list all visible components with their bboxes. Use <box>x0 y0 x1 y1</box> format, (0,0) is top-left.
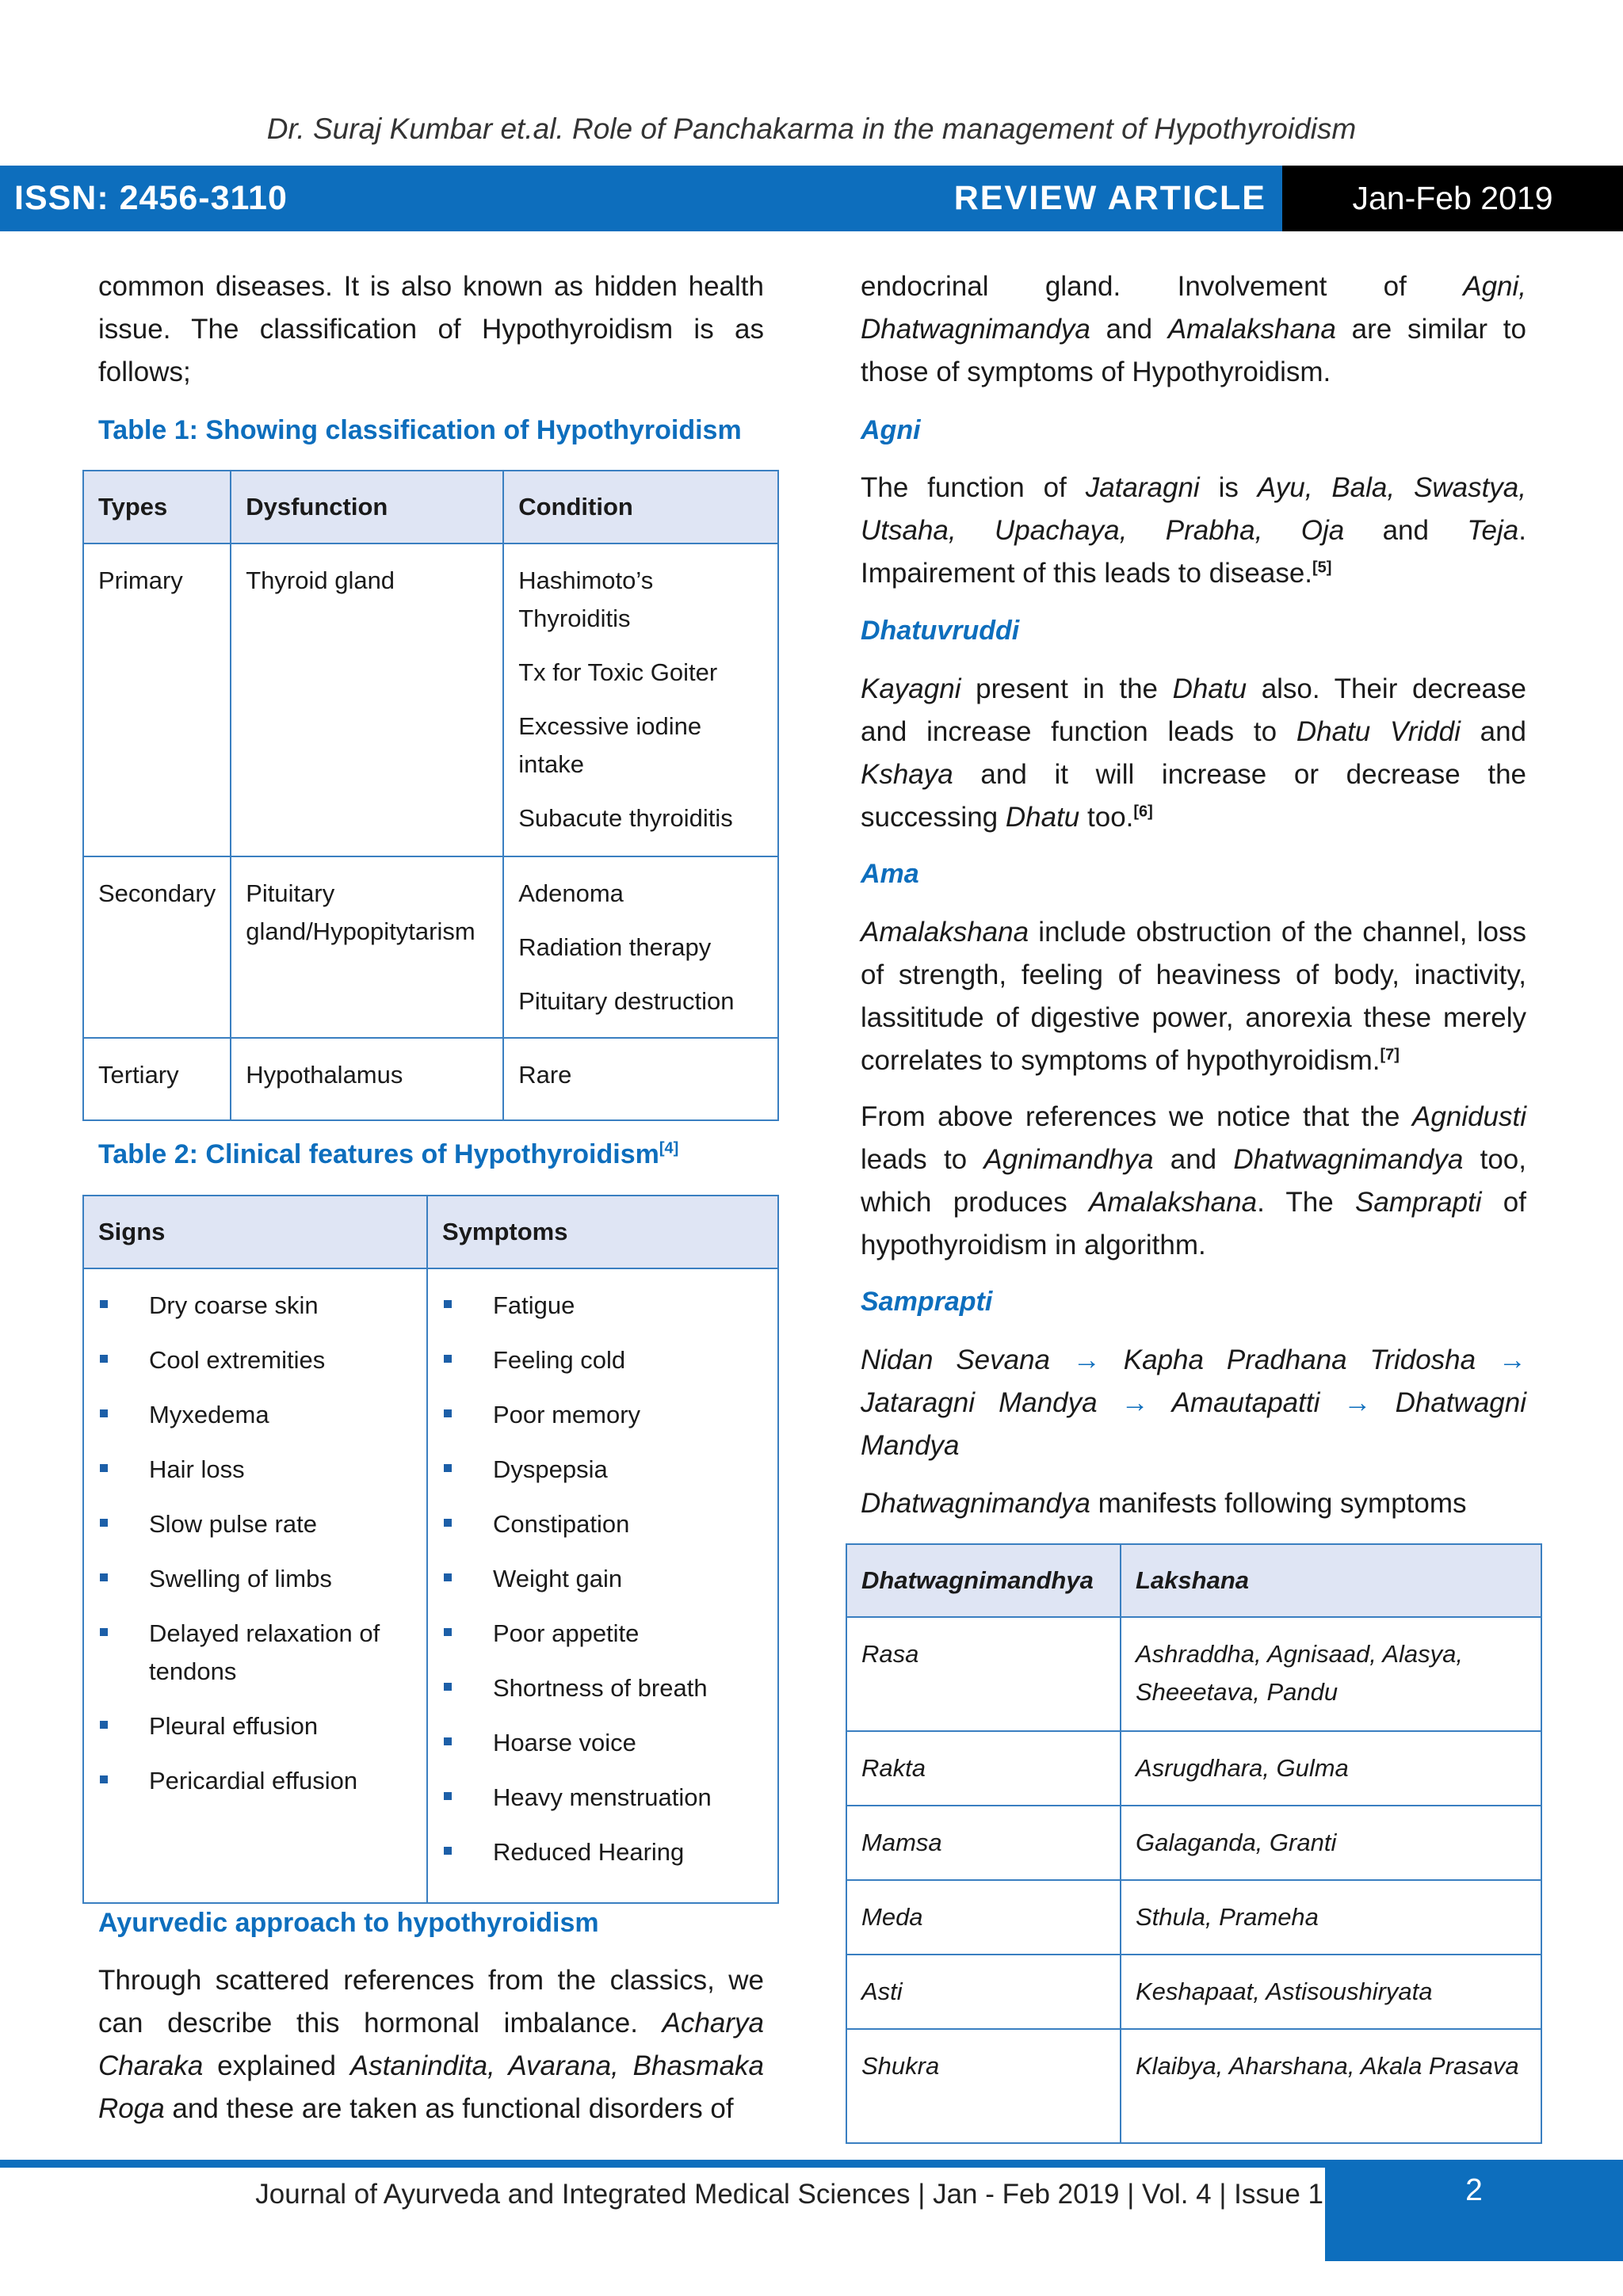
condition-item: Hashimoto’s Thyroiditis <box>518 566 654 632</box>
type-cell: Primary <box>83 543 231 856</box>
list-item: Poor memory <box>442 1396 763 1434</box>
list-item: Reduced Hearing <box>442 1833 763 1871</box>
arrow-right-icon: → <box>1498 1344 1526 1375</box>
list-item: Slow pulse rate <box>98 1505 412 1543</box>
list-item: Delayed relaxation of tendons <box>98 1615 412 1691</box>
samprapti-step: Nidan Sevana <box>861 1344 1051 1375</box>
dysfunction-cell: Hypothalamus <box>231 1038 503 1120</box>
lakshana-cell: Galaganda, Granti <box>1121 1806 1541 1880</box>
lakshana-cell: Asrugdhara, Gulma <box>1121 1731 1541 1806</box>
clinical-features-table <box>82 1195 779 1904</box>
dhatuvruddi-paragraph: Kayagni present in the Dhatu also. Their decrease and increase function leads to Dhatu Vriddi and Kshaya and it will increase or decrease the successing Dhatu too.[6] <box>861 673 1526 833</box>
list-item: Dyspepsia <box>442 1451 763 1489</box>
left-intro: common diseases. It is also known as hidden health issue. The classification of Hypothyroidism is as follows; <box>98 271 764 387</box>
samprapti-step: Jataragni Mandya <box>861 1387 1098 1418</box>
issue-date: Jan-Feb 2019 <box>1282 166 1623 231</box>
condition-cell <box>503 1038 778 1120</box>
agnidusti-paragraph: From above references we notice that the Agnidusti leads to Agnimandhya and Dhatwagnimandya too, which produces Amalakshana. The Samprapti of hypothyroidism in algorithm. <box>861 1101 1526 1261</box>
signs-cell <box>83 1268 427 1903</box>
samprapti-flow <box>861 1339 1526 1467</box>
list-item: Pericardial effusion <box>98 1762 412 1800</box>
issn-label: ISSN: 2456-3110 <box>14 179 288 217</box>
table-row <box>846 1880 1541 1955</box>
list-item: Myxedema <box>98 1396 412 1434</box>
list-item: Dry coarse skin <box>98 1287 412 1325</box>
table-row <box>846 1731 1541 1806</box>
symptoms-cell <box>427 1268 778 1903</box>
condition-item: Tx for Toxic Goiter <box>518 658 718 686</box>
samprapti-step: Dhatwagni Mandya <box>861 1387 1526 1461</box>
condition-item: Adenoma <box>518 879 624 907</box>
dhatu-cell: Rakta <box>846 1731 1121 1806</box>
dhatu-cell: Asti <box>846 1955 1121 2029</box>
condition-item: Rare <box>518 1061 572 1089</box>
table1-header: Condition <box>503 471 778 543</box>
type-cell: Tertiary <box>83 1038 231 1120</box>
citation: [7] <box>1380 1046 1400 1064</box>
running-header: Dr. Suraj Kumbar et.al. Role of Panchakarma in the management of Hypothyroidism <box>266 113 1357 145</box>
table1-header: Dysfunction <box>231 471 503 543</box>
condition-item: Subacute thyroiditis <box>518 804 733 832</box>
citation: [4] <box>659 1139 679 1158</box>
table3-header: Lakshana <box>1121 1544 1541 1617</box>
arrow-right-icon: → <box>1072 1344 1101 1375</box>
condition-item: Pituitary destruction <box>518 987 735 1015</box>
right-intro: endocrinal gland. Involvement of Agni, Dhatwagnimandya and Amalakshana are similar to those of symptoms of Hypothyroidism. <box>861 271 1526 387</box>
arrow-right-icon: → <box>1121 1387 1149 1418</box>
classification-table <box>82 470 779 1121</box>
list-item: Cool extremities <box>98 1341 412 1379</box>
list-item: Hoarse voice <box>442 1724 763 1762</box>
table-row <box>83 1038 778 1120</box>
condition-cell <box>503 543 778 856</box>
list-item: Constipation <box>442 1505 763 1543</box>
citation: [5] <box>1312 559 1332 577</box>
type-cell: Secondary <box>83 856 231 1038</box>
footer-journal: Journal of Ayurveda and Integrated Medical Sciences | Jan - Feb 2019 | Vol. 4 | Issue 1 <box>255 2179 1323 2210</box>
table1-header: Types <box>83 471 231 543</box>
lakshana-cell: Keshapaat, Astisoushiryata <box>1121 1955 1541 2029</box>
list-item: Weight gain <box>442 1560 763 1598</box>
dysfunction-cell: Pituitary gland/Hypopitytarism <box>231 856 503 1038</box>
dhatu-cell: Shukra <box>846 2029 1121 2143</box>
dysfunction-cell: Thyroid gland <box>231 543 503 856</box>
table-row <box>83 856 778 1038</box>
dhatu-cell: Mamsa <box>846 1806 1121 1880</box>
table-row <box>83 543 778 856</box>
dhatu-cell: Meda <box>846 1880 1121 1955</box>
list-item: Feeling cold <box>442 1341 763 1379</box>
journal-banner <box>0 166 1623 231</box>
table-row <box>846 2029 1541 2143</box>
list-item: Shortness of breath <box>442 1669 763 1707</box>
table-row <box>846 1955 1541 2029</box>
samprapti-step: Kapha Pradhana Tridosha <box>1123 1344 1476 1375</box>
ama-paragraph: Amalakshana include obstruction of the channel, loss of strength, feeling of heaviness of body, inactivity, lassititude of digestive power, anorexia these merely correlates to symptoms of hypothyroidism.[7] <box>861 917 1526 1076</box>
agni-paragraph: The function of Jataragni is Ayu, Bala, Swastya, Utsaha, Upachaya, Prabha, Oja and Teja. Impairement of this leads to disease.[5] <box>861 472 1526 589</box>
page-number: 2 <box>1325 2168 1623 2261</box>
list-item: Hair loss <box>98 1451 412 1489</box>
condition-item: Radiation therapy <box>518 933 712 961</box>
condition-cell <box>503 856 778 1038</box>
table-row <box>846 1806 1541 1880</box>
article-type: REVIEW ARTICLE <box>953 179 1266 217</box>
signs-list <box>98 1287 412 1800</box>
footer-rule <box>0 2160 1623 2168</box>
list-item: Pleural effusion <box>98 1707 412 1745</box>
table2-title-text: Table 2: Clinical features of Hypothyroidism <box>98 1139 659 1169</box>
citation: [6] <box>1133 803 1153 821</box>
table2-header: Symptoms <box>427 1196 778 1268</box>
symptoms-list <box>442 1287 763 1871</box>
table-row <box>83 1268 778 1903</box>
table3-header: Dhatwagnimandhya <box>846 1544 1121 1617</box>
lakshana-cell: Ashraddha, Agnisaad, Alasya, Sheeetava, Pandu <box>1121 1617 1541 1731</box>
table2-header: Signs <box>83 1196 427 1268</box>
samprapti-heading: Samprapti <box>861 1287 993 1317</box>
list-item: Fatigue <box>442 1287 763 1325</box>
ayurvedic-approach-heading: Ayurvedic approach to hypothyroidism <box>98 1908 599 1938</box>
dhatuvruddi-heading: Dhatuvruddi <box>861 616 1020 646</box>
list-item: Swelling of limbs <box>98 1560 412 1598</box>
table1-title: Table 1: Showing classification of Hypothyroidism <box>98 415 742 445</box>
table-row <box>846 1617 1541 1731</box>
lakshana-table <box>846 1543 1542 2144</box>
lakshana-cell: Klaibya, Aharshana, Akala Prasava <box>1121 2029 1541 2143</box>
agni-heading: Agni <box>861 415 921 445</box>
ayurvedic-approach-paragraph: Through scattered references from the classics, we can describe this hormonal imbalance. Acharya Charaka explained Astanindita, Avarana, Bhasmaka Roga and these are taken as functional disorders of <box>98 1965 765 2124</box>
ama-heading: Ama <box>861 859 919 889</box>
lakshana-cell: Sthula, Prameha <box>1121 1880 1541 1955</box>
dhatu-cell: Rasa <box>846 1617 1121 1731</box>
samprapti-step: Amautapatti <box>1171 1387 1320 1418</box>
arrow-right-icon: → <box>1343 1387 1372 1418</box>
table2-title <box>98 1133 764 1176</box>
list-item: Heavy menstruation <box>442 1779 763 1817</box>
list-item: Poor appetite <box>442 1615 763 1653</box>
manifests-line: Dhatwagnimandya manifests following symptoms <box>861 1488 1467 1519</box>
condition-item: Excessive iodine intake <box>518 712 702 778</box>
